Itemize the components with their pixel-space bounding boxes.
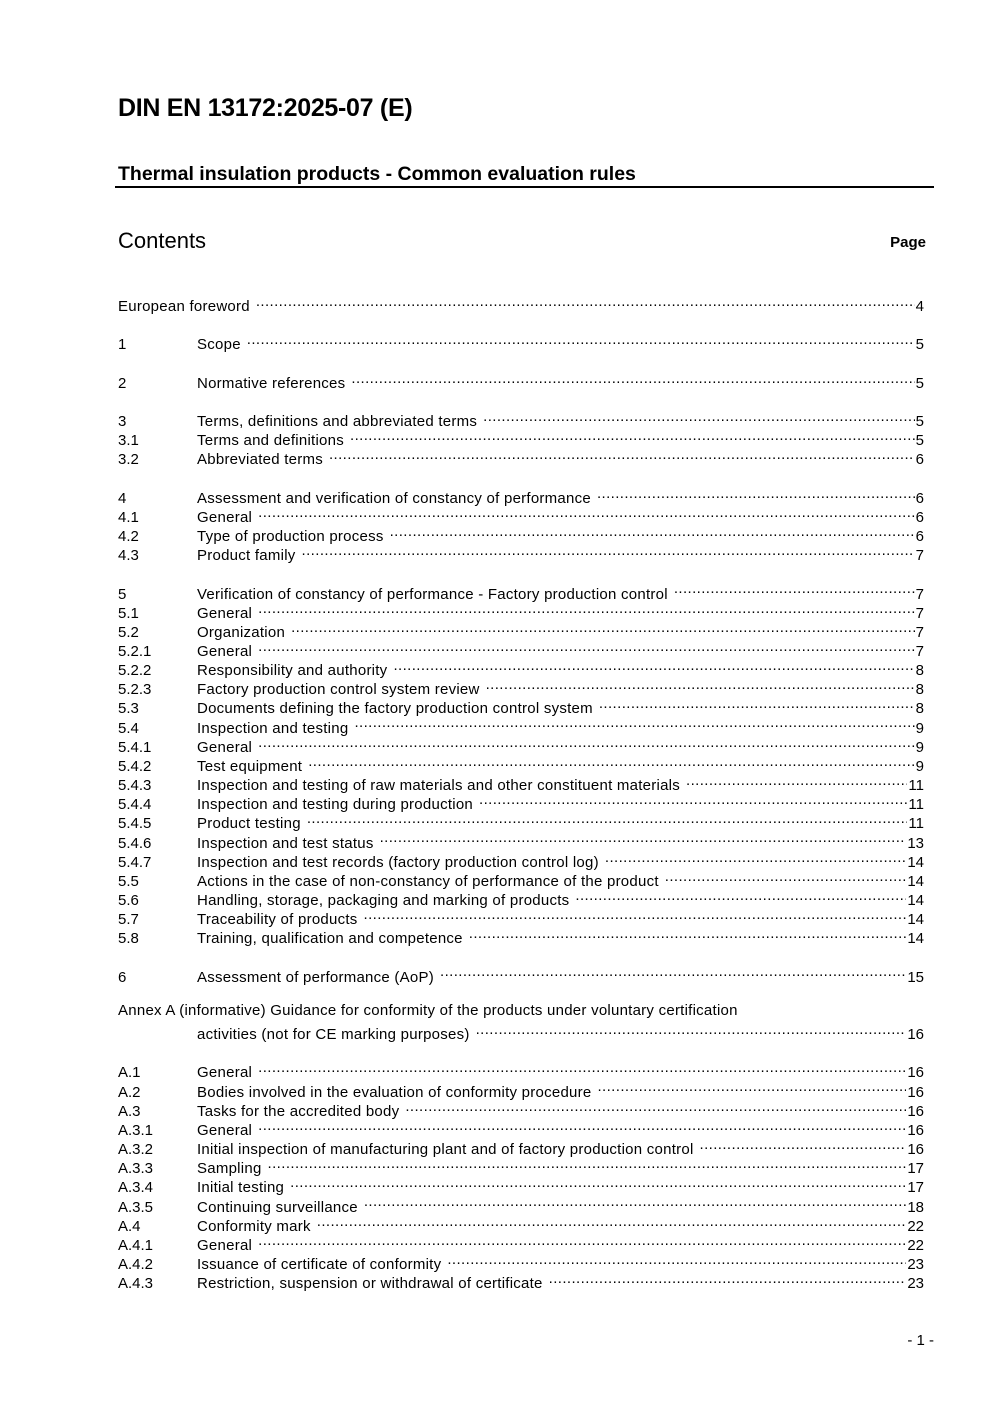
toc-entry-title: General (197, 508, 253, 526)
toc-dot-leader (483, 407, 915, 426)
toc-dot-leader (256, 292, 915, 311)
toc-dot-leader (597, 1077, 906, 1096)
toc-entry-page: 8 (915, 700, 924, 718)
toc-entry-title: Assessment of performance (AoP) (197, 968, 435, 986)
toc-entry-number: 5.4.1 (118, 738, 152, 756)
toc-entry-number: 2 (118, 374, 127, 392)
toc-entry-number: 5.4.3 (118, 777, 152, 795)
toc-entry-annex-a-continued[interactable] (118, 1020, 924, 1044)
toc-dot-leader (479, 790, 907, 809)
toc-entry-page: 22 (907, 1217, 924, 1235)
toc-entry-page: 16 (907, 1121, 924, 1139)
toc-dot-leader (258, 1058, 906, 1077)
toc-entry-title: Handling, storage, packaging and marking of products (197, 892, 570, 909)
toc-dot-leader (605, 848, 906, 867)
toc-entry-page: 7 (915, 585, 924, 603)
toc-entry-title: Training, qualification and competence (197, 930, 463, 948)
toc-entry-2[interactable] (118, 369, 924, 392)
toc-entry-page: 14 (907, 853, 924, 871)
toc-dot-leader (597, 484, 915, 503)
toc-entry-page: 15 (907, 968, 924, 986)
toc-dot-leader (364, 1192, 906, 1211)
toc-entry-page: 6 (915, 489, 924, 507)
toc-entry-page: 8 (915, 681, 924, 699)
toc-dot-leader (700, 1135, 907, 1154)
toc-dot-leader (268, 1154, 907, 1173)
toc-entry-number: 6 (118, 968, 127, 986)
toc-entry-number: 4 (118, 489, 127, 507)
subtitle-divider (115, 186, 934, 188)
toc-entry-page: 11 (908, 777, 924, 795)
toc-entry-page: 11 (908, 815, 924, 833)
toc-dot-leader (258, 1116, 906, 1135)
toc-entry-page: 23 (907, 1255, 924, 1273)
toc-entry-title: Bodies involved in the evaluation of conformity procedure (197, 1083, 592, 1101)
toc-entry-page: 16 (907, 1141, 924, 1159)
toc-dot-leader (380, 828, 907, 847)
toc-entry-number: 3 (118, 413, 127, 431)
toc-entry-number: 5.4.5 (118, 815, 152, 833)
page-column-label: Page (890, 234, 926, 251)
toc-entry-page: 14 (907, 872, 924, 890)
toc-dot-leader (390, 522, 915, 541)
toc-dot-leader (486, 675, 915, 694)
toc-entry-number: 5.2.1 (118, 642, 152, 660)
toc-entry-number: 4.3 (118, 547, 139, 565)
toc-entry-title: Responsibility and authority (197, 662, 388, 680)
toc-entry-page: 17 (907, 1179, 924, 1197)
toc-entry-title: Test equipment (197, 757, 303, 775)
toc-dot-leader (290, 1173, 906, 1192)
toc-entry-number: 4.2 (118, 528, 139, 546)
toc-entry-page: 7 (915, 547, 924, 565)
toc-entry-title: Type of production process (197, 528, 384, 546)
toc-dot-leader (291, 618, 915, 637)
toc-entry-number: 5.2 (118, 623, 139, 641)
toc-dot-leader (258, 599, 915, 618)
document-title: DIN EN 13172:2025-07 (E) (118, 94, 413, 122)
toc-entry-title: Terms, definitions and abbreviated terms (197, 413, 478, 431)
toc-entry-page: 9 (915, 738, 924, 756)
toc-entry-number: A.3.1 (118, 1121, 154, 1139)
toc-dot-leader (307, 809, 908, 828)
toc-entry-number: 5.2.3 (118, 681, 152, 699)
toc-entry-number: 5.4.7 (118, 853, 152, 871)
toc-entry-page: 5 (915, 374, 924, 392)
toc-entry-title: General (197, 1064, 253, 1082)
toc-entry-3[interactable] (118, 407, 924, 431)
toc-dot-leader (447, 1250, 906, 1269)
toc-entry-number: A.3 (118, 1102, 141, 1120)
toc-dot-leader (302, 541, 915, 560)
toc-dot-leader (393, 656, 914, 675)
toc-entry-4[interactable] (118, 484, 924, 507)
toc-entry-page: 6 (915, 508, 924, 526)
toc-entry-page: 16 (907, 1064, 924, 1082)
toc-entry-title: Issuance of certificate of conformity (197, 1255, 442, 1273)
toc-entry-page: 7 (915, 604, 924, 622)
toc-entry-page: 17 (907, 1160, 924, 1178)
toc-entry-title: Sampling (197, 1160, 262, 1178)
toc-entry-title: Assessment and verification of constancy of performance (197, 489, 591, 507)
toc-entry-number: 4.1 (118, 508, 139, 526)
toc-dot-leader (469, 924, 907, 943)
toc-dot-leader (247, 330, 915, 349)
toc-entry-title: Organization (197, 623, 286, 641)
toc-entry-a-1[interactable] (118, 1058, 924, 1082)
toc-dot-leader (308, 752, 914, 771)
toc-entry-title: Inspection and test records (factory production control log) (197, 853, 599, 871)
toc-entry-title: Conformity mark (197, 1217, 311, 1235)
toc-entry-number: 5 (118, 585, 127, 603)
toc-entry-page: 14 (907, 930, 924, 948)
toc-entry-number: 3.2 (118, 451, 139, 469)
toc-dot-leader (258, 503, 915, 522)
toc-entry-title: General (197, 1236, 253, 1254)
toc-entry-title: General (197, 738, 253, 756)
toc-dot-leader (405, 1097, 906, 1116)
toc-entry-title: Initial inspection of manufacturing plant and of factory production control (197, 1141, 694, 1159)
toc-entry-page: 6 (915, 451, 924, 469)
toc-entry-number: 5.4.6 (118, 834, 152, 852)
toc-entry-title: Inspection and test status (197, 834, 374, 852)
toc-entry-page: 23 (907, 1275, 924, 1293)
table-of-contents (118, 292, 924, 1293)
toc-entry-number: 5.7 (118, 911, 139, 929)
toc-dot-leader (674, 579, 915, 598)
toc-entry-number: A.2 (118, 1083, 141, 1101)
toc-entry-number: 5.8 (118, 930, 139, 948)
toc-entry-annex-a[interactable] (118, 1001, 924, 1020)
toc-dot-leader (317, 1212, 907, 1231)
contents-heading: Contents (118, 228, 207, 253)
toc-entry-page: 22 (907, 1236, 924, 1254)
toc-entry-title: Factory production control system review (197, 681, 480, 699)
toc-dot-leader (364, 905, 907, 924)
toc-entry-page: 8 (915, 662, 924, 680)
toc-dot-leader (351, 369, 914, 388)
document-subtitle: Thermal insulation products - Common evaluation rules (118, 163, 636, 185)
toc-entry-title: Inspection and testing (197, 719, 349, 737)
toc-entry-number: A.3.4 (118, 1179, 154, 1197)
toc-entry-title: European foreword (118, 298, 250, 316)
toc-entry-foreword[interactable] (118, 292, 924, 316)
toc-entry-number: 5.2.2 (118, 662, 152, 680)
toc-entry-title: Actions in the case of non-constancy of performance of the product (197, 872, 659, 890)
toc-entry-1[interactable] (118, 330, 924, 354)
toc-entry-page: 5 (915, 336, 924, 354)
toc-entry-number: 5.1 (118, 604, 139, 622)
toc-entry-title: Product family (197, 547, 296, 565)
toc-entry-page: 14 (907, 911, 924, 929)
toc-entry-number: 3.1 (118, 432, 139, 450)
toc-entry-title: Product testing (197, 815, 301, 833)
toc-entry-number: 5.4.4 (118, 796, 152, 814)
toc-dot-leader (599, 694, 915, 713)
toc-entry-5[interactable] (118, 579, 924, 603)
toc-entry-title: Normative references (197, 374, 346, 392)
toc-dot-leader (440, 962, 906, 981)
toc-dot-leader (575, 886, 906, 905)
toc-dot-leader (549, 1269, 907, 1288)
toc-entry-number: A.3.5 (118, 1198, 154, 1216)
toc-entry-number: 1 (118, 336, 127, 354)
toc-dot-leader (258, 637, 915, 656)
toc-dot-leader (258, 1231, 906, 1250)
toc-entry-title: Tasks for the accredited body (197, 1102, 400, 1120)
toc-entry-page: 16 (907, 1083, 924, 1101)
toc-dot-leader (665, 867, 907, 886)
toc-entry-title: Restriction, suspension or withdrawal of certificate (197, 1275, 543, 1293)
toc-entry-page: 13 (907, 834, 924, 852)
toc-dot-leader (329, 445, 915, 464)
toc-entry-title: General (197, 642, 253, 660)
toc-entry-title: General (197, 604, 253, 622)
toc-entry-page: 5 (915, 413, 924, 431)
toc-entry-title-continued: activities (not for CE marking purposes) (197, 1026, 470, 1044)
toc-entry-title: Annex A (informative) Guidance for conformity of the products under voluntary certification (118, 1001, 738, 1019)
toc-dot-leader (350, 426, 915, 445)
toc-entry-page: 16 (907, 1102, 924, 1120)
toc-entry-page: 4 (915, 298, 924, 316)
toc-entry-title: Terms and definitions (197, 432, 344, 450)
toc-dot-leader (258, 733, 915, 752)
toc-entry-title: Abbreviated terms (197, 451, 323, 469)
toc-entry-number: A.4.2 (118, 1255, 154, 1273)
toc-entry-page: 14 (907, 892, 924, 909)
toc-entry-number: 5.4.2 (118, 757, 152, 775)
toc-entry-page: 7 (915, 642, 924, 660)
toc-entry-page: 6 (915, 528, 924, 546)
toc-dot-leader (476, 1020, 907, 1039)
toc-entry-number: A.4.1 (118, 1236, 154, 1254)
toc-entry-title: Documents defining the factory production control system (197, 700, 593, 718)
toc-entry-title: Verification of constancy of performance - Factory production control (197, 585, 668, 603)
toc-entry-number: A.3.2 (118, 1141, 154, 1159)
toc-dot-leader (686, 771, 907, 790)
toc-entry-number: 5.6 (118, 892, 139, 909)
toc-entry-title: Traceability of products (197, 911, 358, 929)
toc-entry-6[interactable] (118, 962, 924, 986)
toc-entry-number: A.1 (118, 1064, 141, 1082)
toc-entry-number: 5.3 (118, 700, 139, 718)
toc-entry-number: A.4 (118, 1217, 141, 1235)
toc-entry-page: 18 (907, 1198, 924, 1216)
toc-entry-title: Scope (197, 336, 241, 354)
toc-entry-title: Inspection and testing of raw materials and other constituent materials (197, 777, 680, 795)
toc-entry-title: General (197, 1121, 253, 1139)
toc-dot-leader (354, 713, 914, 732)
toc-entry-number: 5.4 (118, 719, 139, 737)
toc-entry-page: 7 (915, 623, 924, 641)
toc-entry-page: 11 (908, 796, 924, 814)
toc-entry-number: A.4.3 (118, 1275, 154, 1293)
toc-entry-title: Inspection and testing during production (197, 796, 474, 814)
toc-entry-page: 5 (915, 432, 924, 450)
toc-entry-page: 9 (915, 719, 924, 737)
toc-entry-number: 5.5 (118, 872, 139, 890)
toc-entry-page: 9 (915, 757, 924, 775)
toc-entry-title: Continuing surveillance (197, 1198, 358, 1216)
toc-entry-title: Initial testing (197, 1179, 285, 1197)
toc-entry-number: A.3.3 (118, 1160, 154, 1178)
toc-entry-page: 16 (907, 1026, 924, 1044)
page-number: - 1 - (907, 1332, 934, 1349)
